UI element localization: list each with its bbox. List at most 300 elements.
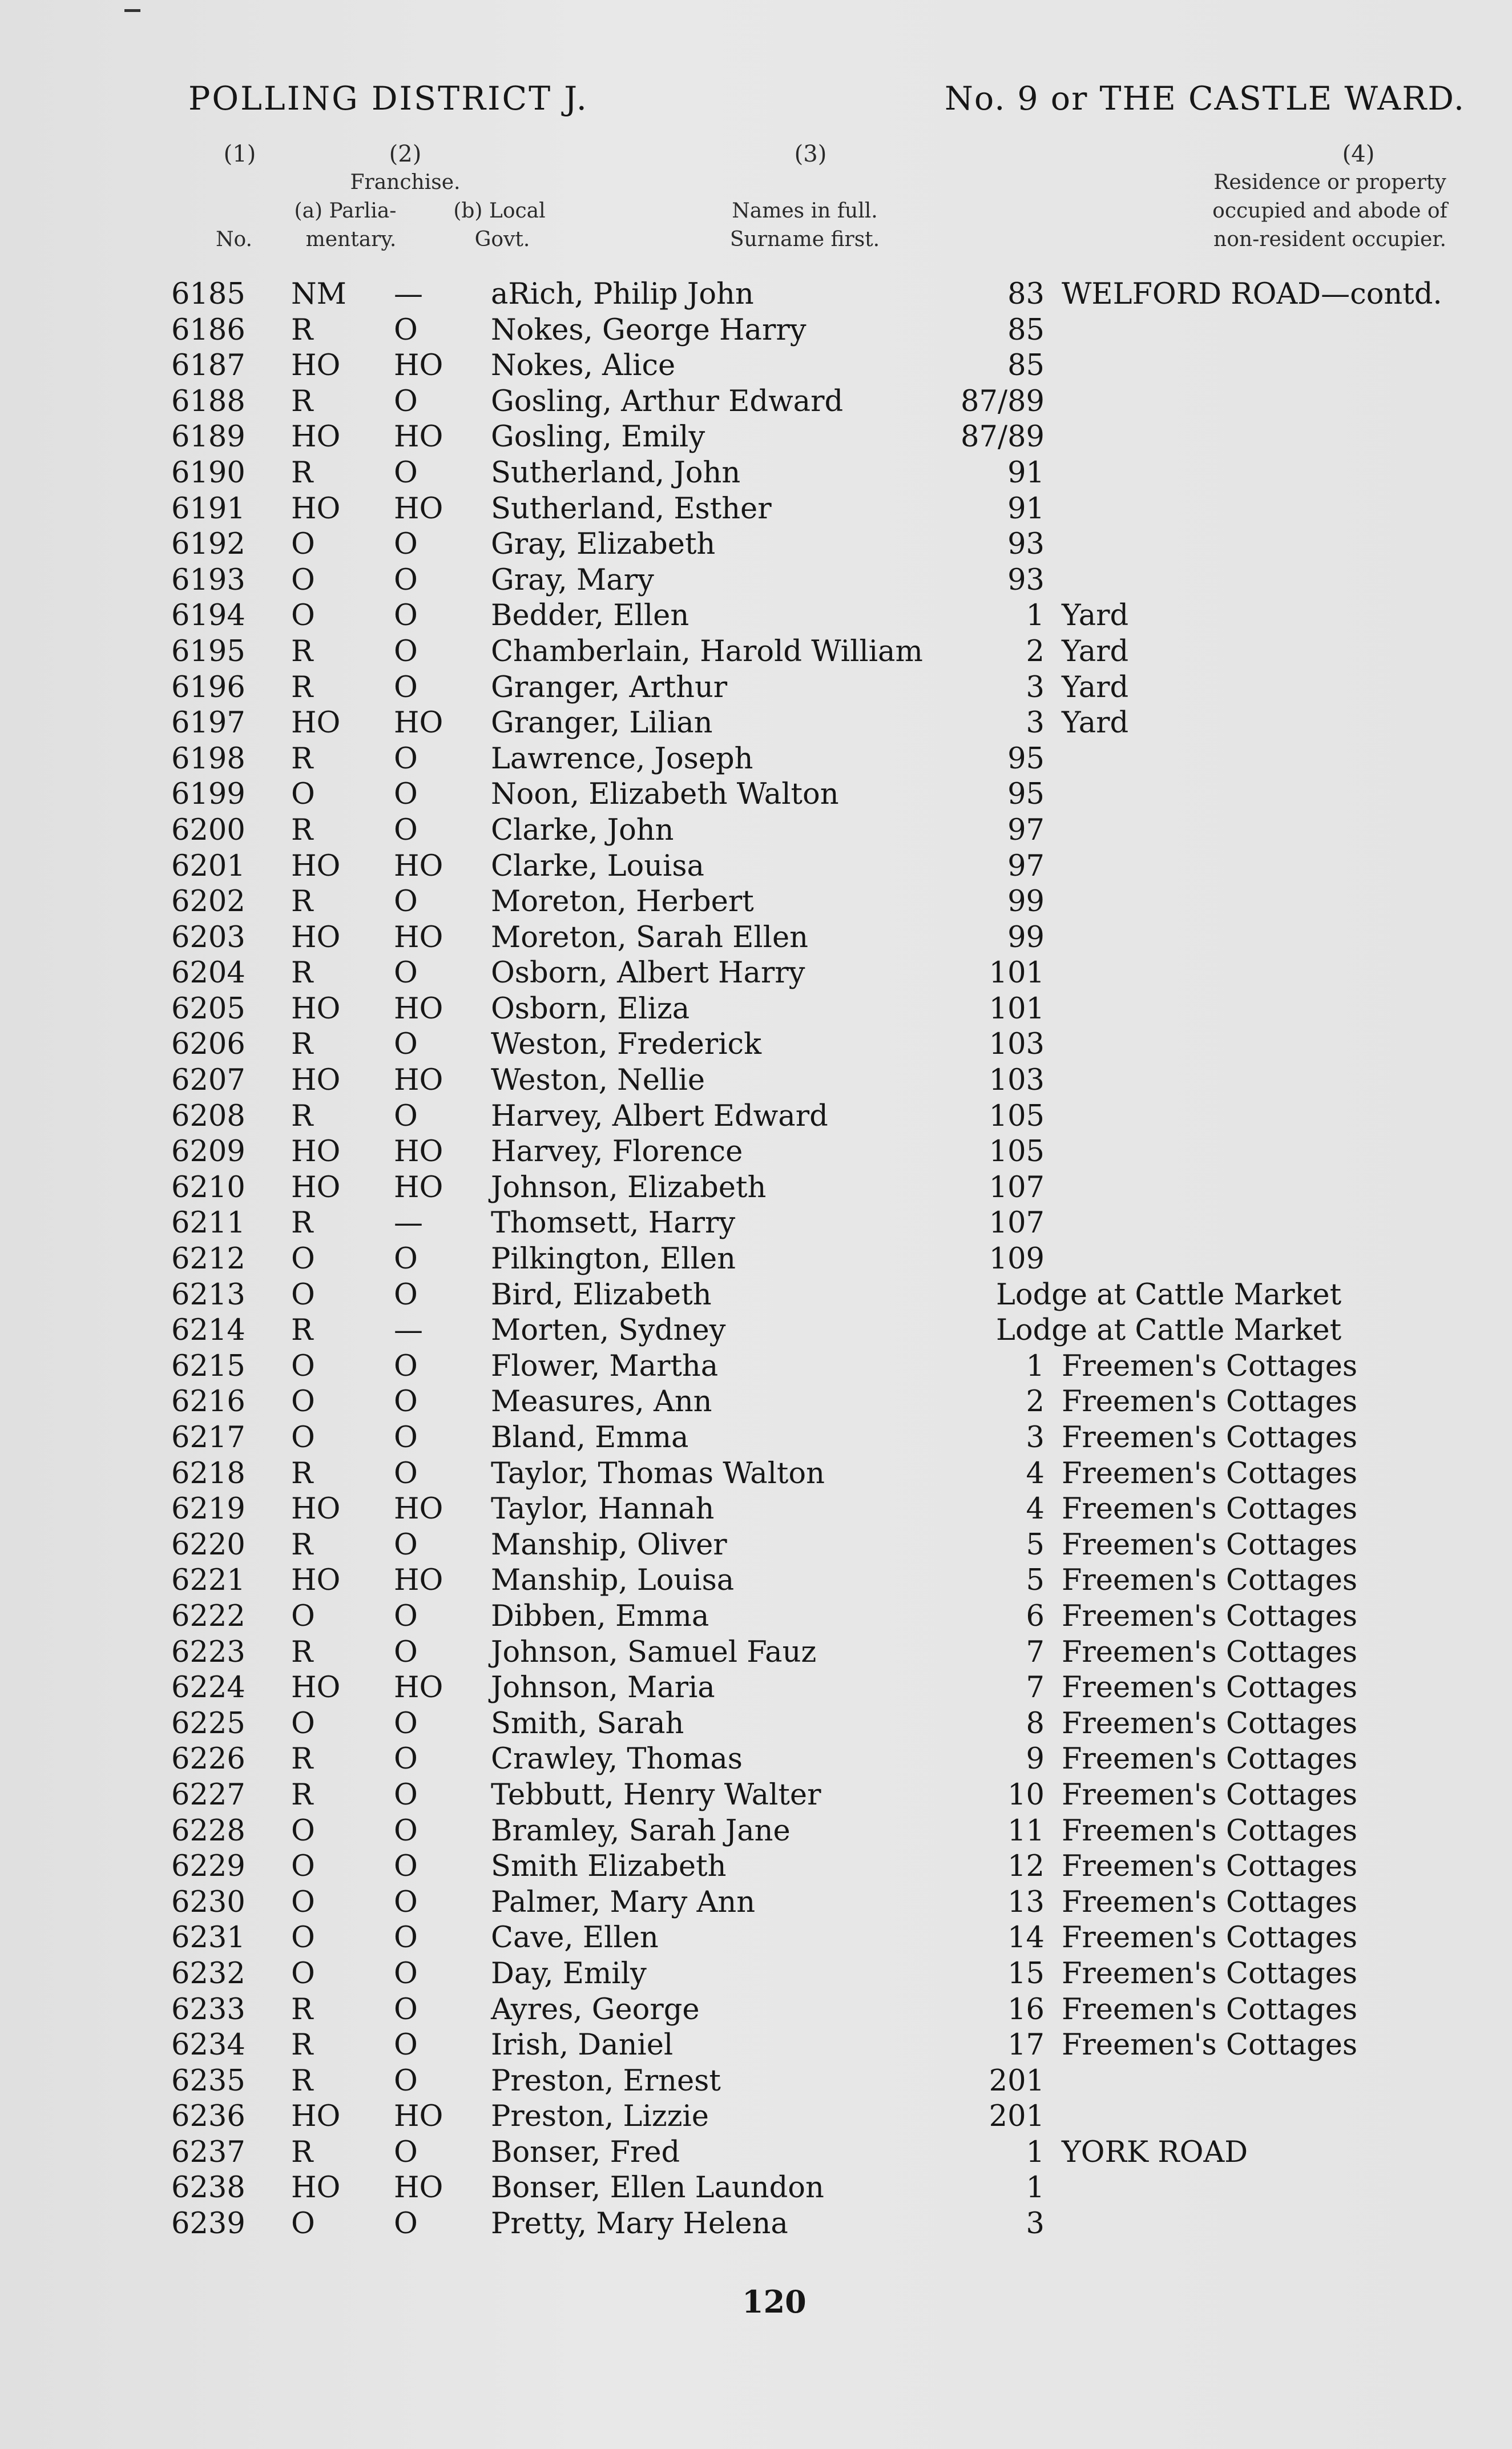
house-number: 7 [1026,1671,1045,1705]
residence: Freemen's Cottages [1062,1850,1358,1884]
residence: Freemen's Cottages [1062,1456,1358,1491]
local-franchise: HO [394,1170,443,1205]
elector-number: 6224 [171,1671,245,1705]
elector-row [0,884,1512,920]
elector-number: 6215 [171,1349,245,1383]
parliamentary-franchise: R [291,1206,313,1240]
parliamentary-franchise: HO [291,349,341,383]
elector-number: 6218 [171,1456,245,1491]
elector-number: 6188 [171,384,245,418]
parliamentary-franchise: R [291,2135,313,2169]
parliamentary-franchise: O [291,1242,315,1276]
elector-name: Sutherland, John [491,456,741,490]
elector-name: Harvey, Albert Edward [491,1099,828,1133]
elector-name: Taylor, Hannah [491,1492,715,1526]
col4-line2: occupied and abode of [1212,199,1448,223]
elector-row [0,1349,1512,1385]
elector-row [0,348,1512,384]
parliamentary-franchise: R [291,1528,313,1562]
elector-row [0,2099,1512,2135]
elector-number: 6198 [171,742,245,776]
elector-name: Gray, Mary [491,563,654,597]
residence: Freemen's Cottages [1062,1992,1358,2027]
elector-row [0,1134,1512,1170]
house-number: 95 [1007,778,1045,812]
elector-name: Ayres, George [491,1992,700,2027]
elector-number: 6207 [171,1064,245,1098]
parliamentary-franchise: O [291,1956,315,1991]
elector-name: Flower, Martha [491,1349,719,1383]
house-number: 95 [1007,742,1045,776]
elector-name: Gosling, Arthur Edward [491,384,844,418]
residence: Freemen's Cottages [1062,2028,1358,2063]
col1-number: (1) [223,141,256,167]
parliamentary-franchise: O [291,1385,315,1419]
elector-name: Preston, Ernest [491,2064,721,2098]
house-number: 1 [1026,1349,1045,1383]
elector-number: 6195 [171,634,245,668]
elector-name: Moreton, Sarah Ellen [491,920,809,954]
elector-name: Lawrence, Joseph [491,742,753,776]
parliamentary-franchise: R [291,634,313,668]
elector-number: 6205 [171,992,245,1026]
local-franchise: O [394,1956,418,1991]
elector-row [0,1563,1512,1599]
parliamentary-franchise: O [291,1278,315,1312]
house-number: 13 [1007,1885,1045,1919]
residence: Freemen's Cottages [1062,1492,1358,1526]
residence: WELFORD ROAD—contd. [1062,277,1442,311]
elector-row [0,2206,1512,2242]
elector-number: 6209 [171,1135,245,1169]
ward-heading: No. 9 or THE CASTLE WARD. [945,80,1465,118]
elector-row [0,1027,1512,1063]
elector-number: 6238 [171,2171,245,2205]
house-number: 1 [1026,2135,1045,2169]
elector-number: 6232 [171,1956,245,1991]
parliamentary-franchise: O [291,599,315,633]
house-number: 3 [1026,706,1045,740]
elector-name: Bird, Elizabeth [491,1278,712,1312]
local-franchise: HO [394,2100,443,2134]
local-franchise: O [394,1992,418,2027]
elector-name: Sutherland, Esther [491,492,772,526]
elector-name: Weston, Frederick [491,1028,762,1062]
elector-row [0,1456,1512,1492]
parliamentary-franchise: O [291,563,315,597]
elector-row [0,1528,1512,1564]
local-franchise: O [394,2028,418,2063]
residence: Freemen's Cottages [1062,1421,1358,1455]
house-number: 14 [1007,1921,1045,1955]
elector-number: 6221 [171,1564,245,1598]
elector-name: Osborn, Albert Harry [491,956,805,990]
elector-name: Harvey, Florence [491,1135,743,1169]
house-number: 103 [989,1028,1045,1062]
local-franchise: HO [394,1671,443,1705]
parliamentary-franchise: O [291,1850,315,1884]
parliamentary-franchise: HO [291,1064,341,1098]
elector-number: 6226 [171,1742,245,1777]
parliamentary-franchise: HO [291,849,341,883]
local-franchise: O [394,1921,418,1955]
elector-name: Noon, Elizabeth Walton [491,778,839,812]
elector-row [0,1599,1512,1635]
elector-name: Granger, Arthur [491,670,728,704]
residence: Freemen's Cottages [1062,1742,1358,1777]
elector-name: Bramley, Sarah Jane [491,1814,791,1848]
parliamentary-franchise: R [291,956,313,990]
local-franchise: HO [394,849,443,883]
house-number: 101 [989,956,1045,990]
elector-number: 6219 [171,1492,245,1526]
elector-name: Bonser, Fred [491,2135,680,2169]
elector-name: Gosling, Emily [491,420,705,454]
local-franchise: O [394,634,418,668]
elector-name: Preston, Lizzie [491,2100,709,2134]
elector-number: 6233 [171,1992,245,2027]
house-number: 107 [989,1170,1045,1205]
local-franchise: HO [394,492,443,526]
elector-row [0,313,1512,349]
col2-a-line1: (a) Parlia- [294,199,397,223]
local-franchise: HO [394,1064,443,1098]
local-franchise: O [394,1099,418,1133]
house-number: 16 [1007,1992,1045,2027]
local-franchise: O [394,670,418,704]
house-number: 3 [1026,2207,1045,2241]
elector-number: 6185 [171,277,245,311]
house-number: 99 [1007,920,1045,954]
elector-row [0,1099,1512,1135]
elector-row [0,1063,1512,1099]
elector-name: Day, Emily [491,1956,647,1991]
house-number: 4 [1026,1492,1045,1526]
elector-row [0,742,1512,778]
residence: Freemen's Cottages [1062,1349,1358,1383]
local-franchise: HO [394,1135,443,1169]
elector-name: Manship, Louisa [491,1564,735,1598]
elector-number: 6204 [171,956,245,990]
residence: Freemen's Cottages [1062,1956,1358,1991]
elector-row [0,706,1512,742]
house-number: 99 [1007,885,1045,919]
residence: Freemen's Cottages [1062,1385,1358,1419]
elector-row [0,2170,1512,2206]
house-number: 10 [1007,1778,1045,1812]
local-franchise: O [394,563,418,597]
elector-name: Palmer, Mary Ann [491,1885,756,1919]
elector-number: 6235 [171,2064,245,2098]
house-number: 17 [1007,2028,1045,2063]
col2-a-line2: mentary. [305,228,397,251]
local-franchise: O [394,1778,418,1812]
elector-row [0,598,1512,634]
house-number: 97 [1007,813,1045,847]
elector-row [0,777,1512,813]
elector-number: 6230 [171,1885,245,1919]
elector-number: 6214 [171,1314,245,1348]
elector-number: 6206 [171,1028,245,1062]
elector-name: Bland, Emma [491,1421,689,1455]
elector-row [0,956,1512,992]
elector-row [0,634,1512,670]
elector-name: Dibben, Emma [491,1599,709,1633]
local-franchise: O [394,313,418,347]
local-franchise: O [394,956,418,990]
house-number: 105 [989,1099,1045,1133]
elector-row [0,1849,1512,1885]
local-franchise: — [394,277,423,311]
elector-name: Taylor, Thomas Walton [491,1456,825,1491]
elector-number: 6208 [171,1099,245,1133]
parliamentary-franchise: HO [291,1135,341,1169]
parliamentary-franchise: HO [291,1564,341,1598]
local-franchise: O [394,1814,418,1848]
elector-row [0,277,1512,313]
house-number: 107 [989,1206,1045,1240]
parliamentary-franchise: O [291,527,315,562]
col2-b-line2: Govt. [474,228,530,251]
col4-number: (4) [1342,141,1375,167]
residence: Yard [1062,670,1129,704]
parliamentary-franchise: O [291,2207,315,2241]
local-franchise: O [394,1850,418,1884]
elector-number: 6229 [171,1850,245,1884]
house-number: 5 [1026,1564,1045,1598]
house-number: 7 [1026,1635,1045,1669]
elector-row [0,456,1512,492]
elector-row [0,1670,1512,1706]
local-franchise: O [394,778,418,812]
parliamentary-franchise: R [291,885,313,919]
local-franchise: O [394,1385,418,1419]
house-number: 93 [1007,527,1045,562]
local-franchise: HO [394,1564,443,1598]
elector-number: 6187 [171,349,245,383]
parliamentary-franchise: O [291,778,315,812]
elector-row [0,1814,1512,1850]
parliamentary-franchise: HO [291,492,341,526]
house-number: 3 [1026,1421,1045,1455]
elector-number: 6197 [171,706,245,740]
house-number: 4 [1026,1456,1045,1491]
elector-name: Pretty, Mary Helena [491,2207,788,2241]
elector-number: 6193 [171,563,245,597]
residence: Freemen's Cottages [1062,1528,1358,1562]
elector-name: Nokes, Alice [491,349,676,383]
residence: Freemen's Cottages [1062,1635,1358,1669]
local-franchise: O [394,1742,418,1777]
parliamentary-franchise: NM [291,277,346,311]
elector-number: 6217 [171,1421,245,1455]
local-franchise: O [394,599,418,633]
house-number: 2 [1026,634,1045,668]
elector-name: Thomsett, Harry [491,1206,736,1240]
residence: YORK ROAD [1062,2135,1248,2169]
elector-row [0,1920,1512,1956]
parliamentary-franchise: R [291,1028,313,1062]
elector-row [0,1420,1512,1456]
elector-row [0,420,1512,456]
residence: Freemen's Cottages [1062,1671,1358,1705]
parliamentary-franchise: O [291,1921,315,1955]
elector-name: Tebbutt, Henry Walter [491,1778,821,1812]
parliamentary-franchise: O [291,1885,315,1919]
local-franchise: HO [394,920,443,954]
elector-number: 6225 [171,1706,245,1741]
house-number: 85 [1007,349,1045,383]
col2-number: (2) [389,141,422,167]
parliamentary-franchise: O [291,1814,315,1848]
parliamentary-franchise: R [291,2028,313,2063]
elector-row [0,1956,1512,1992]
house-number: 11 [1007,1814,1045,1848]
elector-name: Osborn, Eliza [491,992,690,1026]
parliamentary-franchise: HO [291,2100,341,2134]
elector-list [0,277,1512,2242]
house-number: 91 [1007,492,1045,526]
local-franchise: O [394,1456,418,1491]
local-franchise: O [394,1635,418,1669]
local-franchise: O [394,384,418,418]
elector-number: 6222 [171,1599,245,1633]
elector-row [0,1992,1512,2028]
house-number: 91 [1007,456,1045,490]
local-franchise: — [394,1206,423,1240]
elector-number: 6190 [171,456,245,490]
local-franchise: — [394,1314,423,1348]
elector-row [0,670,1512,706]
lodge-residence: Lodge at Cattle Market [996,1278,1342,1312]
house-number: 83 [1007,277,1045,311]
elector-number: 6196 [171,670,245,704]
elector-row [0,1313,1512,1349]
elector-name: Nokes, George Harry [491,313,807,347]
parliamentary-franchise: HO [291,920,341,954]
residence: Freemen's Cottages [1062,1885,1358,1919]
elector-number: 6227 [171,1778,245,1812]
elector-row [0,2135,1512,2171]
elector-number: 6223 [171,1635,245,1669]
elector-row [0,492,1512,527]
parliamentary-franchise: R [291,1635,313,1669]
house-number: 15 [1007,1956,1045,1991]
col1-label: No. [216,228,252,251]
elector-number: 6239 [171,2207,245,2241]
elector-row [0,920,1512,956]
local-franchise: O [394,1421,418,1455]
elector-number: 6231 [171,1921,245,1955]
elector-name: Morten, Sydney [491,1314,726,1348]
parliamentary-franchise: HO [291,420,341,454]
parliamentary-franchise: R [291,384,313,418]
elector-name: Granger, Lilian [491,706,713,740]
elector-name: Weston, Nellie [491,1064,705,1098]
parliamentary-franchise: HO [291,2171,341,2205]
elector-name: Smith Elizabeth [491,1850,727,1884]
parliamentary-franchise: R [291,1992,313,2027]
elector-name: Chamberlain, Harold William [491,634,923,668]
elector-row [0,1635,1512,1671]
parliamentary-franchise: R [291,1314,313,1348]
parliamentary-franchise: O [291,1421,315,1455]
elector-row [0,1885,1512,1921]
house-number: 101 [989,992,1045,1026]
polling-district-heading: POLLING DISTRICT J. [188,80,588,118]
residence: Freemen's Cottages [1062,1706,1358,1741]
elector-number: 6194 [171,599,245,633]
parliamentary-franchise: R [291,813,313,847]
elector-row [0,1278,1512,1314]
elector-row [0,2064,1512,2100]
elector-row [0,849,1512,885]
elector-name: Measures, Ann [491,1385,712,1419]
parliamentary-franchise: R [291,2064,313,2098]
elector-name: Moreton, Herbert [491,885,754,919]
lodge-residence: Lodge at Cattle Market [996,1314,1342,1348]
elector-number: 6216 [171,1385,245,1419]
elector-row [0,1242,1512,1278]
elector-name: Smith, Sarah [491,1706,684,1741]
local-franchise: O [394,1706,418,1741]
elector-name: Pilkington, Ellen [491,1242,736,1276]
house-number: 93 [1007,563,1045,597]
parliamentary-franchise: R [291,670,313,704]
corner-mark [124,9,140,12]
elector-name: Bonser, Ellen Laundon [491,2171,824,2205]
local-franchise: O [394,1028,418,1062]
local-franchise: O [394,742,418,776]
parliamentary-franchise: HO [291,706,341,740]
house-number: 201 [989,2064,1045,2098]
house-number: 1 [1026,599,1045,633]
house-number: 2 [1026,1385,1045,1419]
local-franchise: HO [394,2171,443,2205]
elector-number: 6210 [171,1170,245,1205]
local-franchise: O [394,2207,418,2241]
parliamentary-franchise: O [291,1706,315,1741]
elector-name: aRich, Philip John [491,277,754,311]
parliamentary-franchise: R [291,313,313,347]
elector-row [0,1492,1512,1528]
elector-name: Irish, Daniel [491,2028,674,2063]
residence: Freemen's Cottages [1062,1814,1358,1848]
local-franchise: O [394,456,418,490]
parliamentary-franchise: HO [291,1492,341,1526]
house-number: 105 [989,1135,1045,1169]
parliamentary-franchise: HO [291,1671,341,1705]
elector-number: 6220 [171,1528,245,1562]
house-number: 8 [1026,1706,1045,1741]
elector-name: Clarke, Louisa [491,849,704,883]
parliamentary-franchise: O [291,1349,315,1383]
house-number: 87/89 [961,420,1045,454]
local-franchise: O [394,2064,418,2098]
elector-name: Cave, Ellen [491,1921,659,1955]
local-franchise: HO [394,420,443,454]
elector-name: Bedder, Ellen [491,599,690,633]
house-number: 103 [989,1064,1045,1098]
elector-number: 6211 [171,1206,245,1240]
elector-number: 6186 [171,313,245,347]
house-number: 109 [989,1242,1045,1276]
elector-name: Crawley, Thomas [491,1742,743,1777]
col3-line2: Surname first. [729,228,880,251]
house-number: 5 [1026,1528,1045,1562]
elector-name: Clarke, John [491,813,674,847]
elector-number: 6200 [171,813,245,847]
